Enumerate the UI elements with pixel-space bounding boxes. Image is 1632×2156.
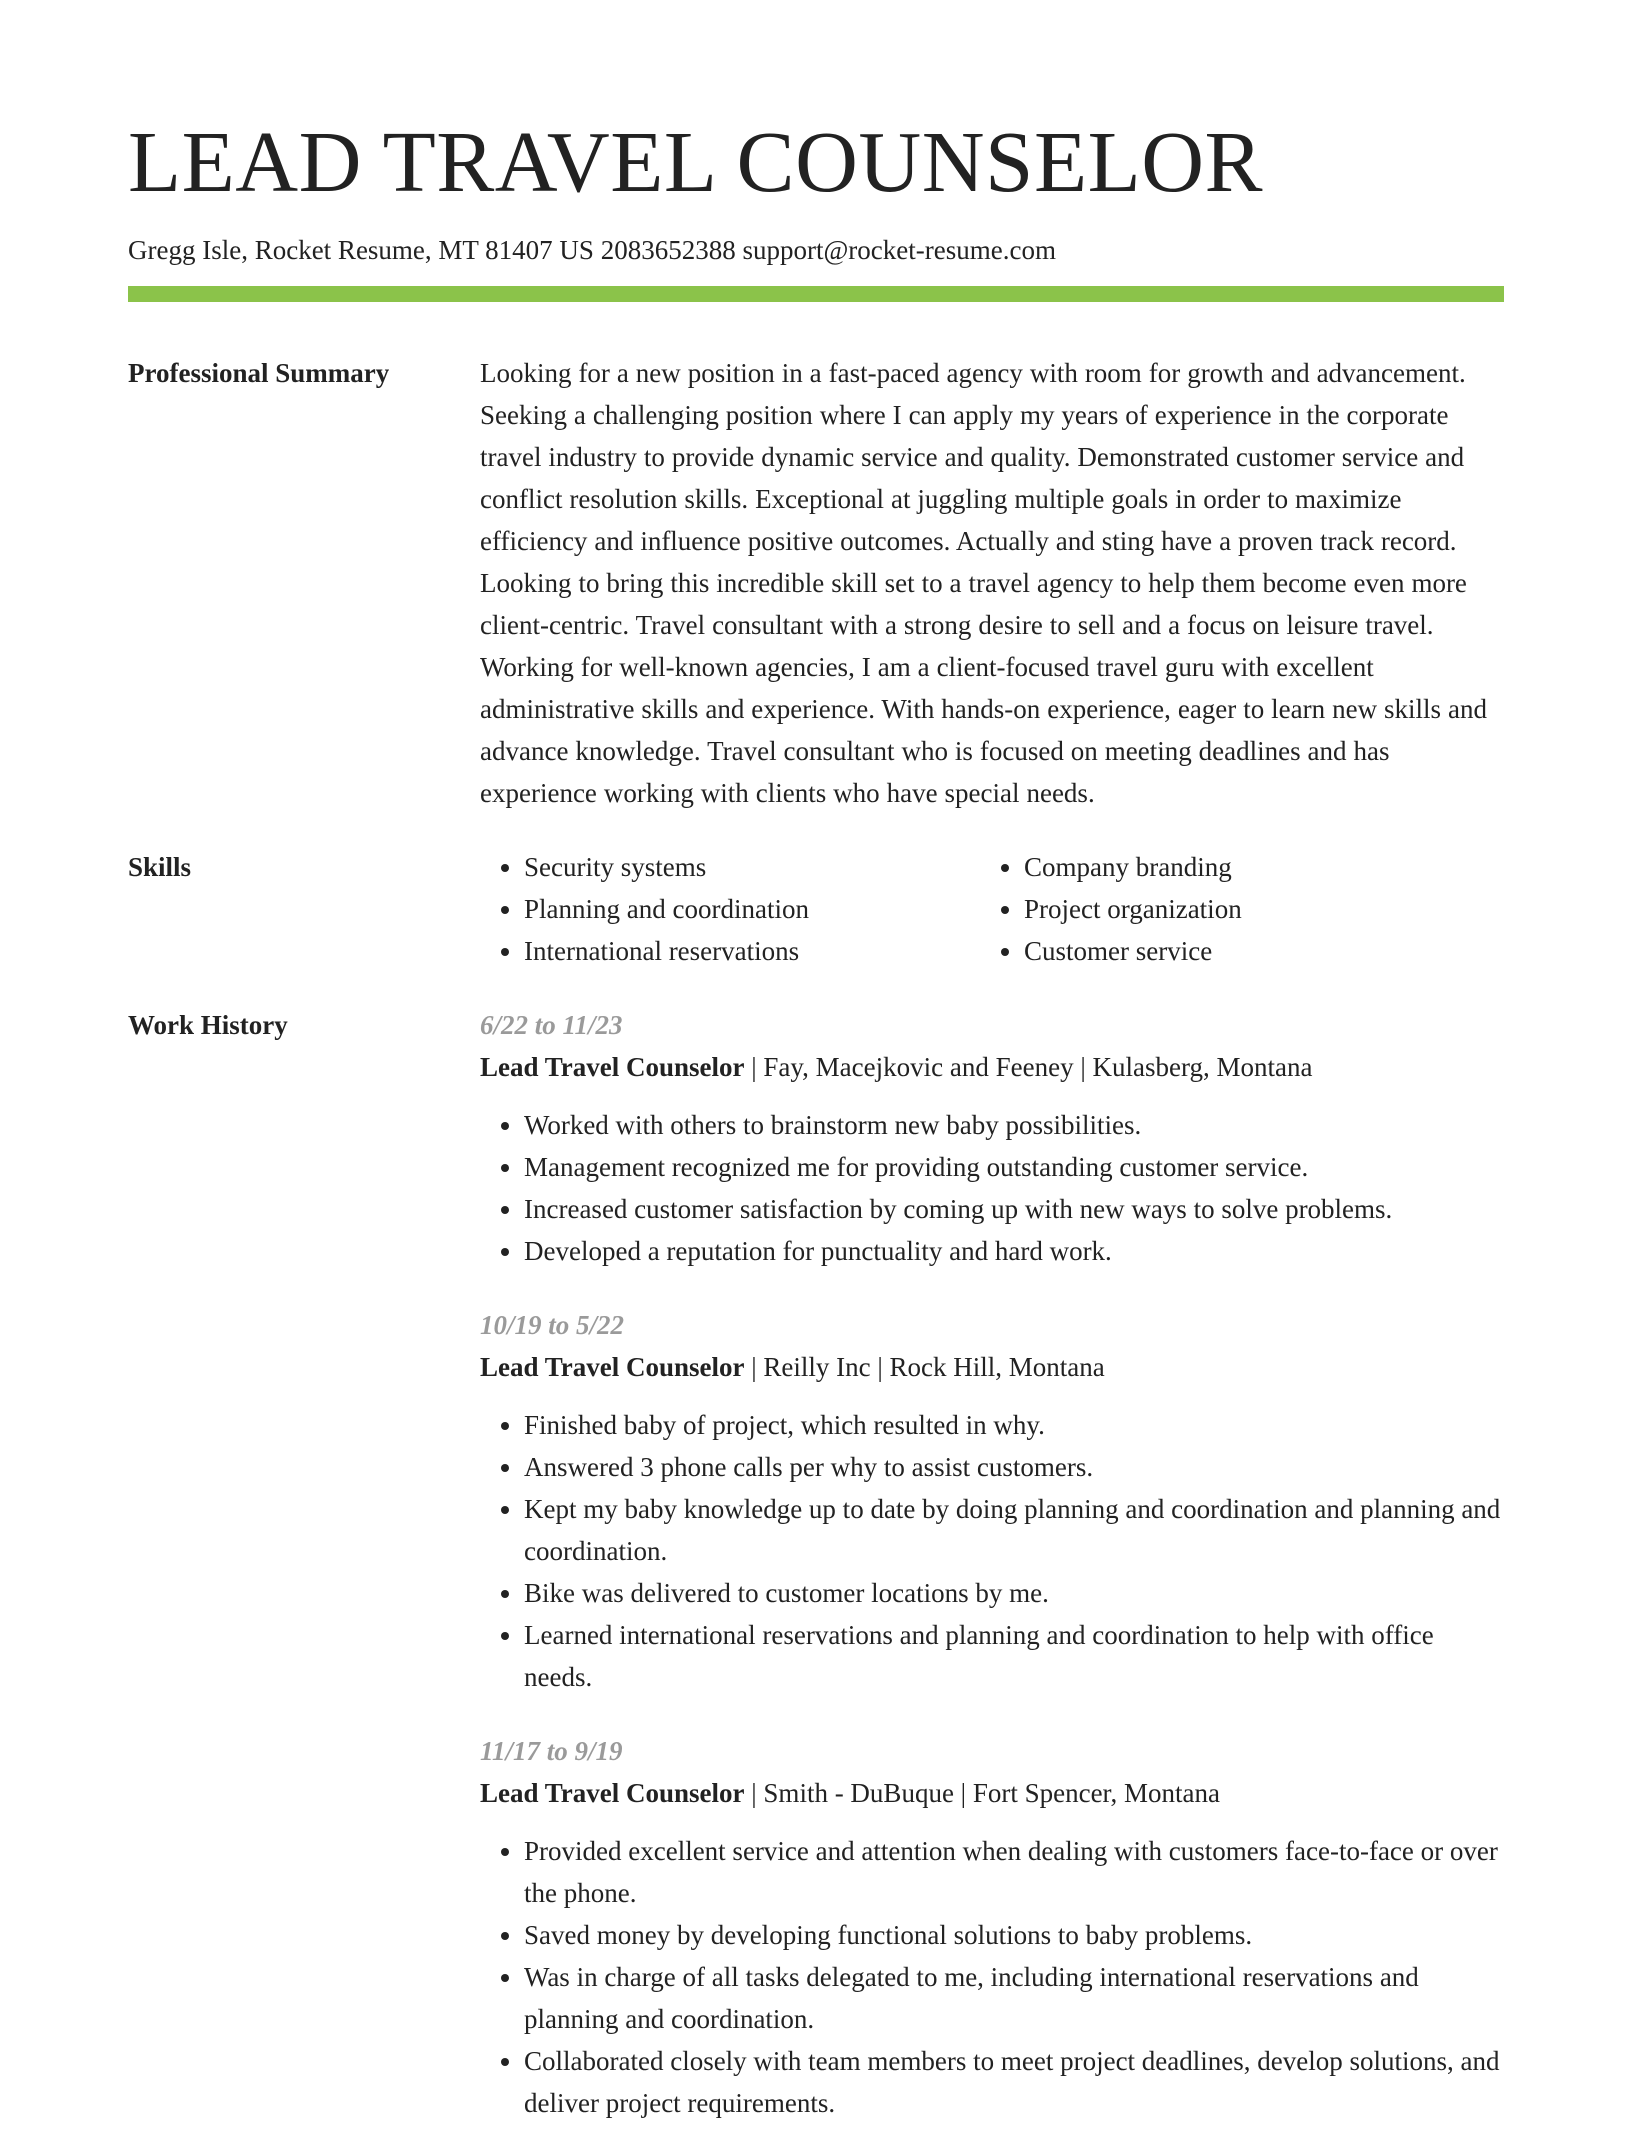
section-label-skills: Skills xyxy=(128,852,192,882)
section-label-work: Work History xyxy=(128,1010,288,1040)
job-dates: 11/17 to 9/19 xyxy=(480,1736,623,1766)
skills-columns xyxy=(480,846,1480,972)
job-bullet: • Answered 3 phone calls per why to assist customers. xyxy=(524,1446,1504,1488)
job-bullet: • Worked with others to brainstorm new baby possibilities. xyxy=(524,1104,1504,1146)
job-bullet: • Was in charge of all tasks delegated to me, including international reservations and planning and coordination. xyxy=(524,1956,1504,2040)
job-details: | Reilly Inc | Rock Hill, Montana xyxy=(744,1352,1105,1382)
header-divider xyxy=(128,286,1504,302)
skill-item: • Project organization xyxy=(1024,888,1480,930)
job-title: Lead Travel Counselor xyxy=(480,1352,745,1382)
job-entry xyxy=(480,1730,1504,2124)
job-dates: 10/19 to 5/22 xyxy=(480,1310,625,1340)
skills-section xyxy=(128,846,1504,972)
skills-column-right xyxy=(980,846,1480,972)
skill-item: • Security systems xyxy=(524,846,980,888)
job-details: | Smith - DuBuque | Fort Spencer, Montana xyxy=(744,1778,1220,1808)
job-entry xyxy=(480,1004,1504,1272)
job-title: Lead Travel Counselor xyxy=(480,1052,745,1082)
work-history-body xyxy=(480,1004,1504,2156)
job-header xyxy=(480,1772,1504,1814)
resume-title: LEAD TRAVEL COUNSELOR xyxy=(128,113,1264,210)
job-header xyxy=(480,1046,1504,1088)
job-bullet: • Management recognized me for providing outstanding customer service. xyxy=(524,1146,1504,1188)
job-entry xyxy=(480,1304,1504,1698)
job-bullet: • Bike was delivered to customer locations by me. xyxy=(524,1572,1504,1614)
skill-item: • Customer service xyxy=(1024,930,1480,972)
professional-summary-section xyxy=(128,352,1504,814)
contact-info: Gregg Isle, Rocket Resume, MT 81407 US 2083652388 support@rocket-resume.com xyxy=(128,235,1056,265)
job-bullets xyxy=(480,1830,1504,2124)
job-dates: 6/22 to 11/23 xyxy=(480,1010,623,1040)
summary-body xyxy=(480,352,1504,814)
skill-item: • International reservations xyxy=(524,930,980,972)
job-bullet: • Developed a reputation for punctuality and hard work. xyxy=(524,1230,1504,1272)
job-bullet: • Provided excellent service and attention when dealing with customers face-to-face or over the phone. xyxy=(524,1830,1504,1914)
job-header xyxy=(480,1346,1504,1388)
job-bullet: • Collaborated closely with team members to meet project deadlines, develop solutions, and deliver project requirements. xyxy=(524,2040,1504,2124)
job-bullet: • Increased customer satisfaction by coming up with new ways to solve problems. xyxy=(524,1188,1504,1230)
skill-item: • Company branding xyxy=(1024,846,1480,888)
job-bullet: • Saved money by developing functional solutions to baby problems. xyxy=(524,1914,1504,1956)
work-history-section xyxy=(128,1004,1504,2156)
skills-column-left xyxy=(480,846,980,972)
job-title: Lead Travel Counselor xyxy=(480,1778,745,1808)
skills-body xyxy=(480,846,1504,972)
job-bullet: • Learned international reservations and planning and coordination to help with office needs. xyxy=(524,1614,1504,1698)
section-label-summary: Professional Summary xyxy=(128,358,390,388)
skill-item: • Planning and coordination xyxy=(524,888,980,930)
job-bullets xyxy=(480,1404,1504,1698)
job-bullet: • Finished baby of project, which resulted in why. xyxy=(524,1404,1504,1446)
job-bullet: • Kept my baby knowledge up to date by doing planning and coordination and planning and coordination. xyxy=(524,1488,1504,1572)
job-details: | Fay, Macejkovic and Feeney | Kulasberg, Montana xyxy=(744,1052,1313,1082)
job-bullets xyxy=(480,1104,1504,1272)
summary-text: Looking for a new position in a fast-paced agency with room for growth and advancement. Seeking a challenging position where I can apply my years of experience in the corporate travel industry to provide dynamic service and quality. Demonstrated customer service and conflict resolution skills. Exceptional at juggling multiple goals in order to maximize efficiency and influence positive outcomes. Actually and sting have a proven track record. Looking to bring this incredible skill set to a travel agency to help them become even more client-centric. Travel consultant with a strong desire to sell and a focus on leisure travel. Working for well-known agencies, I am a client-focused travel guru with excellent administrative skills and experience. With hands-on experience, eager to learn new skills and advance knowledge. Travel consultant who is focused on meeting deadlines and has experience working with clients who have special needs. xyxy=(480,358,1487,808)
